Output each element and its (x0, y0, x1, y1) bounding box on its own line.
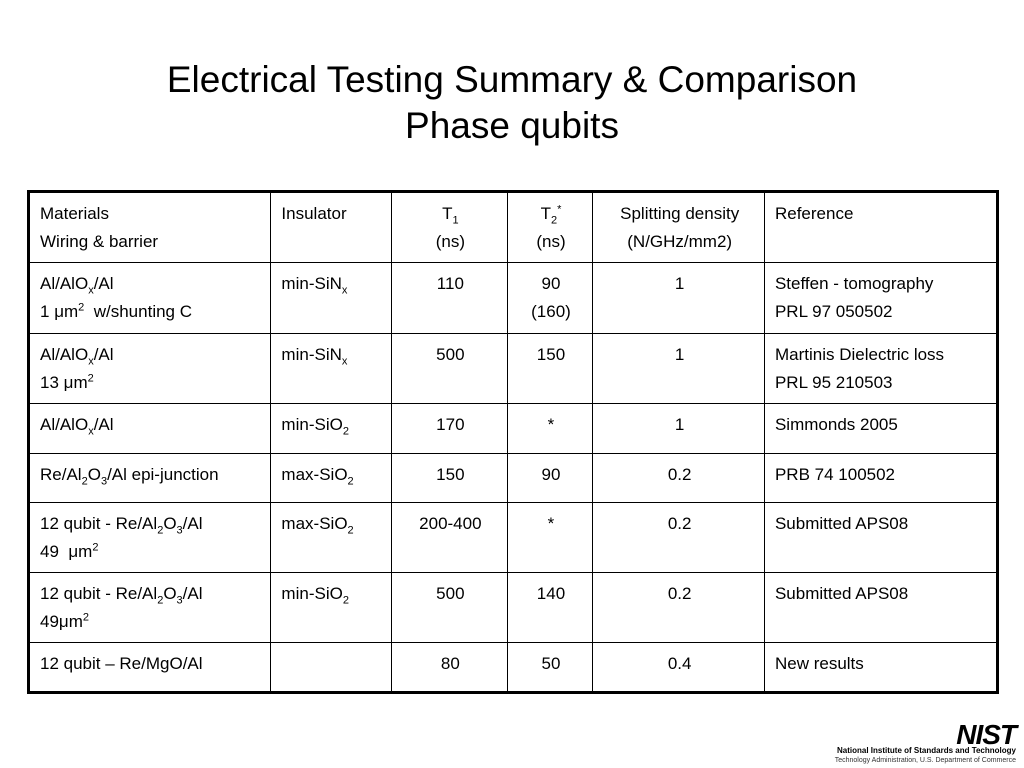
header-insulator: Insulator (271, 192, 392, 263)
cell-t1: 150 (392, 454, 507, 503)
cell-splitting-density: 1 (593, 404, 765, 454)
cell-t2: * (507, 404, 593, 454)
cell-reference: Martinis Dielectric loss PRL 95 210503 (764, 334, 997, 404)
cell-t1: 110 (392, 263, 507, 334)
cell-insulator: min-SiO$_2$ (271, 573, 392, 643)
cell-t2: 50 (507, 643, 593, 693)
cell-t2: * (507, 503, 593, 573)
cell-t1: 80 (392, 643, 507, 693)
cell-t2: 150 (507, 334, 593, 404)
table-row (29, 404, 998, 454)
cell-splitting-density: 1 (593, 334, 765, 404)
cell-reference: Steffen - tomography PRL 97 050502 (764, 263, 997, 334)
header-materials: Materials Wiring & barrier (29, 192, 271, 263)
cell-materials: $Re/Al_2O_3/Al$ epi-junction (29, 454, 271, 503)
nist-logo (818, 720, 1018, 766)
cell-reference: Simmonds 2005 (764, 404, 997, 454)
header-t2: $T_2^*$ (ns) (507, 192, 593, 263)
title-line-1: Electrical Testing Summary & Comparison (166, 59, 858, 100)
cell-splitting-density: 0.2 (593, 503, 765, 573)
header-splitting-density: Splitting density (N/GHz/mm2) (593, 192, 765, 263)
cell-reference: Submitted APS08 (764, 573, 997, 643)
table-row (29, 263, 998, 334)
cell-reference: New results (764, 643, 997, 693)
header-row (29, 192, 998, 263)
cell-materials: Al/AlO$_x$/Al (29, 404, 271, 454)
cell-insulator: min-SiN$_x$ (271, 263, 392, 334)
cell-reference: PRB 74 100502 (764, 454, 997, 503)
cell-insulator: max-SiO$_2$ (271, 503, 392, 573)
cell-materials: 12 qubit – Re/MgO/Al (29, 643, 271, 693)
slide-title (0, 57, 1024, 149)
cell-materials: 12 qubit - $Re/Al_2O_3/Al$ $49\mu m^2$ (29, 573, 271, 643)
cell-t1: 170 (392, 404, 507, 454)
cell-insulator (271, 643, 392, 693)
cell-t1: 500 (392, 573, 507, 643)
table-row (29, 643, 998, 693)
table-row (29, 573, 998, 643)
cell-splitting-density: 1 (593, 263, 765, 334)
nist-logo-name: National Institute of Standards and Technology (837, 746, 1016, 755)
cell-materials: Al/AlO$_x$/Al 13 $\mu m^2$ (29, 334, 271, 404)
summary-table (27, 190, 999, 694)
cell-insulator: min-SiN$_x$ (271, 334, 392, 404)
cell-reference: Submitted APS08 (764, 503, 997, 573)
nist-logo-mark: NIST (956, 719, 1016, 750)
nist-logo-subtitle: Technology Administration, U.S. Department of Commerce (834, 757, 1016, 764)
cell-materials: 12 qubit - $Re/Al_2O_3/Al$ 49 $\mu m^2$ (29, 503, 271, 573)
cell-t2: 90 (507, 454, 593, 503)
cell-insulator: max-SiO$_2$ (271, 454, 392, 503)
cell-materials: Al/AlO$_x$/Al 1 $\mu m^2$ w/shunting C (29, 263, 271, 334)
cell-t1: 200-400 (392, 503, 507, 573)
cell-splitting-density: 0.2 (593, 573, 765, 643)
cell-t2: 90 (160) (507, 263, 593, 334)
cell-insulator: min-SiO$_2$ (271, 404, 392, 454)
cell-t2: 140 (507, 573, 593, 643)
header-reference: Reference (764, 192, 997, 263)
table-row (29, 334, 998, 404)
cell-splitting-density: 0.4 (593, 643, 765, 693)
title-line-2: Phase qubits (405, 105, 619, 146)
table-row (29, 503, 998, 573)
header-t1: $T_1$ (ns) (392, 192, 507, 263)
cell-t1: 500 (392, 334, 507, 404)
cell-splitting-density: 0.2 (593, 454, 765, 503)
table-row (29, 454, 998, 503)
